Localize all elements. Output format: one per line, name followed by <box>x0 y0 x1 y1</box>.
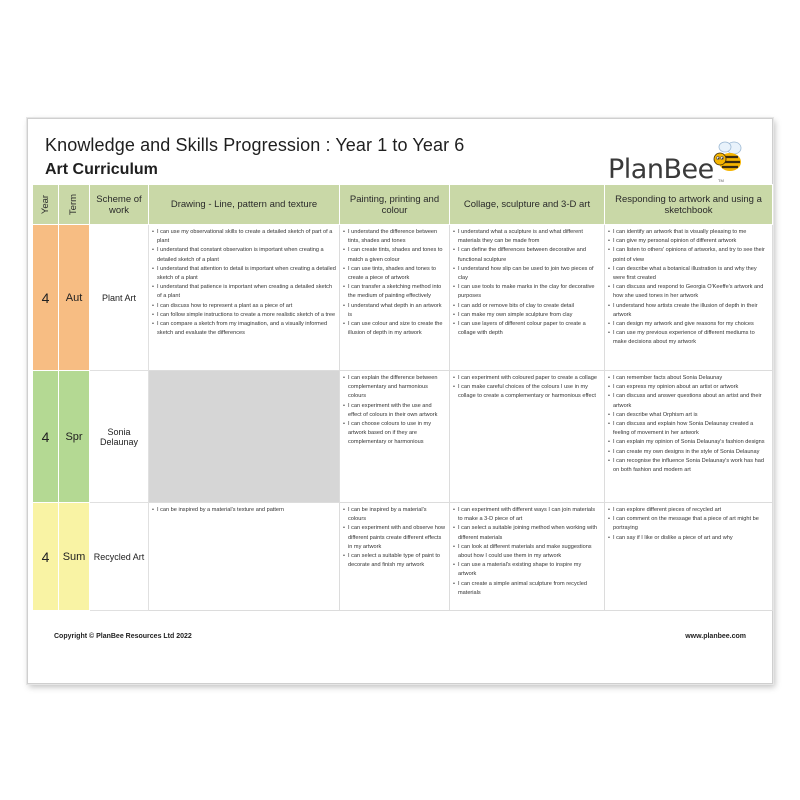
bullet-list <box>343 506 446 570</box>
list-item: • I can give my personal opinion of different artwork <box>608 237 769 246</box>
list-item: • I can express my opinion about an artist or artwork <box>608 383 769 392</box>
progression-table <box>32 184 773 611</box>
list-item: • I can experiment with and observe how different paints create different effects in my artwork <box>343 524 446 552</box>
table-row <box>33 225 773 371</box>
year-cell: 4 <box>33 503 59 611</box>
list-item: • I can experiment with coloured paper to create a collage <box>453 374 601 383</box>
list-item: • I can explore different pieces of recycled art <box>608 506 769 515</box>
scheme-cell: Recycled Art <box>90 503 149 611</box>
list-item: • I can transfer a sketching method into the medium of painting effectively <box>343 283 446 301</box>
list-item: • I can look at different materials and make suggestions about how I could use them in my artwork <box>453 543 601 561</box>
list-item: • I can describe what a botanical illustration is and why they were first created <box>608 265 769 283</box>
list-item: • I can create tints, shades and tones to match a given colour <box>343 246 446 264</box>
painting-cell <box>340 503 450 611</box>
drawing-cell <box>149 503 340 611</box>
table-row <box>33 371 773 503</box>
bullet-list <box>453 506 601 598</box>
list-item: • I can be inspired by a material's colours <box>343 506 446 524</box>
list-item: • I can select a suitable type of paint to decorate and finish my artwork <box>343 552 446 570</box>
bullet-list <box>608 228 769 348</box>
planbee-logo <box>608 139 748 185</box>
bullet-list <box>152 228 336 338</box>
bullet-list <box>608 374 769 475</box>
list-item: • I can be inspired by a material's texture and pattern <box>152 506 336 515</box>
bullet-list <box>343 228 446 338</box>
list-item: • I can choose colours to use in my artwork based on if they are complementary or harmonious <box>343 420 446 448</box>
list-item: • I understand that patience is important when creating a detailed sketch of a plant <box>152 283 336 301</box>
bullet-list <box>608 506 769 543</box>
list-item: • I can remember facts about Sonia Delaunay <box>608 374 769 383</box>
list-item: • I can make careful choices of the colours I use in my collage to create a complementary or harmonious effect <box>453 383 601 401</box>
list-item: • I can select a suitable joining method when working with different materials <box>453 524 601 542</box>
list-item: • I can use my previous experience of different mediums to make decisions about my artwork <box>608 329 769 347</box>
list-item: • I can describe what Orphism art is <box>608 411 769 420</box>
drawing-cell-empty <box>149 371 340 503</box>
list-item: • I can use my observational skills to create a detailed sketch of part of a plant <box>152 228 336 246</box>
collage-cell <box>450 225 605 371</box>
list-item: • I understand what depth in an artwork is <box>343 302 446 320</box>
header-scheme: Scheme of work <box>90 185 149 225</box>
list-item: • I understand that constant observation is important when creating a detailed sketch of a plant <box>152 246 336 264</box>
header-year: Year <box>33 185 59 225</box>
list-item: • I can say if I like or dislike a piece of art and why <box>608 534 769 543</box>
copyright-text: Copyright © PlanBee Resources Ltd 2022 <box>54 633 192 640</box>
list-item: • I can follow simple instructions to create a more realistic sketch of a tree <box>152 311 336 320</box>
year-cell: 4 <box>33 371 59 503</box>
bee-icon <box>708 139 748 175</box>
scheme-cell: Plant Art <box>90 225 149 371</box>
logo-tm: TM <box>718 178 724 183</box>
header-drawing: Drawing - Line, pattern and texture <box>149 185 340 225</box>
responding-cell <box>605 503 773 611</box>
list-item: • I can recognise the influence Sonia Delaunay's work has had on both fashion and modern art <box>608 457 769 475</box>
list-item: • I can create my own designs in the style of Sonia Delaunay <box>608 448 769 457</box>
header-term: Term <box>59 185 90 225</box>
list-item: • I can explain the difference between complementary and harmonious colours <box>343 374 446 402</box>
header-responding: Responding to artwork and using a sketchbook <box>605 185 773 225</box>
list-item: • I understand what a sculpture is and what different materials they can be made from <box>453 228 601 246</box>
term-cell: Spr <box>59 371 90 503</box>
scheme-cell: Sonia Delaunay <box>90 371 149 503</box>
list-item: • I can design my artwork and give reasons for my choices <box>608 320 769 329</box>
page-title: Knowledge and Skills Progression : Year 1 to Year 6 <box>45 135 465 155</box>
painting-cell <box>340 225 450 371</box>
list-item: • I can explain my opinion of Sonia Delaunay's fashion designs <box>608 438 769 447</box>
logo-text: PlanBee <box>608 154 714 185</box>
bullet-list <box>152 506 336 515</box>
term-cell: Sum <box>59 503 90 611</box>
page-subtitle: Art Curriculum <box>45 161 158 178</box>
website-link[interactable]: www.planbee.com <box>685 633 746 640</box>
responding-cell <box>605 371 773 503</box>
list-item: • I can discuss how to represent a plant as a piece of art <box>152 302 336 311</box>
collage-cell <box>450 503 605 611</box>
list-item: • I can use layers of different colour paper to create a collage with depth <box>453 320 601 338</box>
list-item: • I can add or remove bits of clay to create detail <box>453 302 601 311</box>
table-row <box>33 503 773 611</box>
list-item: • I can use colour and size to create the illusion of depth in my artwork <box>343 320 446 338</box>
list-item: • I can compare a sketch from my imagination, and a visually informed sketch and evaluate the differences <box>152 320 336 338</box>
bullet-list <box>453 374 601 402</box>
list-item: • I understand the difference between tints, shades and tones <box>343 228 446 246</box>
list-item: • I can make my own simple sculpture from clay <box>453 311 601 320</box>
header-painting: Painting, printing and colour <box>340 185 450 225</box>
list-item: • I understand how artists create the illusion of depth in their artwork <box>608 302 769 320</box>
list-item: • I can listen to others' opinions of artworks, and try to see their point of view <box>608 246 769 264</box>
list-item: • I can experiment with different ways I can join materials to make a 3-D piece of art <box>453 506 601 524</box>
list-item: • I can use tools to make marks in the clay for decorative purposes <box>453 283 601 301</box>
collage-cell <box>450 371 605 503</box>
list-item: • I can discuss and answer questions about an artist and their artwork <box>608 392 769 410</box>
list-item: • I can define the differences between decorative and functional sculpture <box>453 246 601 264</box>
curriculum-sheet <box>27 118 773 684</box>
drawing-cell <box>149 225 340 371</box>
list-item: • I can use a material's existing shape to inspire my artwork <box>453 561 601 579</box>
list-item: • I can use tints, shades and tones to create a piece of artwork <box>343 265 446 283</box>
bullet-list <box>453 228 601 338</box>
painting-cell <box>340 371 450 503</box>
header-collage: Collage, sculpture and 3-D art <box>450 185 605 225</box>
list-item: • I can discuss and explain how Sonia Delaunay created a feeling of movement in her artwork <box>608 420 769 438</box>
list-item: • I understand that attention to detail is important when creating a detailed sketch of a plant <box>152 265 336 283</box>
responding-cell <box>605 225 773 371</box>
list-item: • I can discuss and respond to Georgia O'Keeffe's artwork and how she used tones in her artwork <box>608 283 769 301</box>
list-item: • I can experiment with the use and effect of colours in their own artwork <box>343 402 446 420</box>
year-cell: 4 <box>33 225 59 371</box>
list-item: • I can identify an artwork that is visually pleasing to me <box>608 228 769 237</box>
table-header-row <box>33 185 773 225</box>
list-item: • I can comment on the message that a piece of art might be portraying <box>608 515 769 533</box>
term-cell: Aut <box>59 225 90 371</box>
bullet-list <box>343 374 446 448</box>
list-item: • I understand how slip can be used to join two pieces of clay <box>453 265 601 283</box>
list-item: • I can create a simple animal sculpture from recycled materials <box>453 580 601 598</box>
